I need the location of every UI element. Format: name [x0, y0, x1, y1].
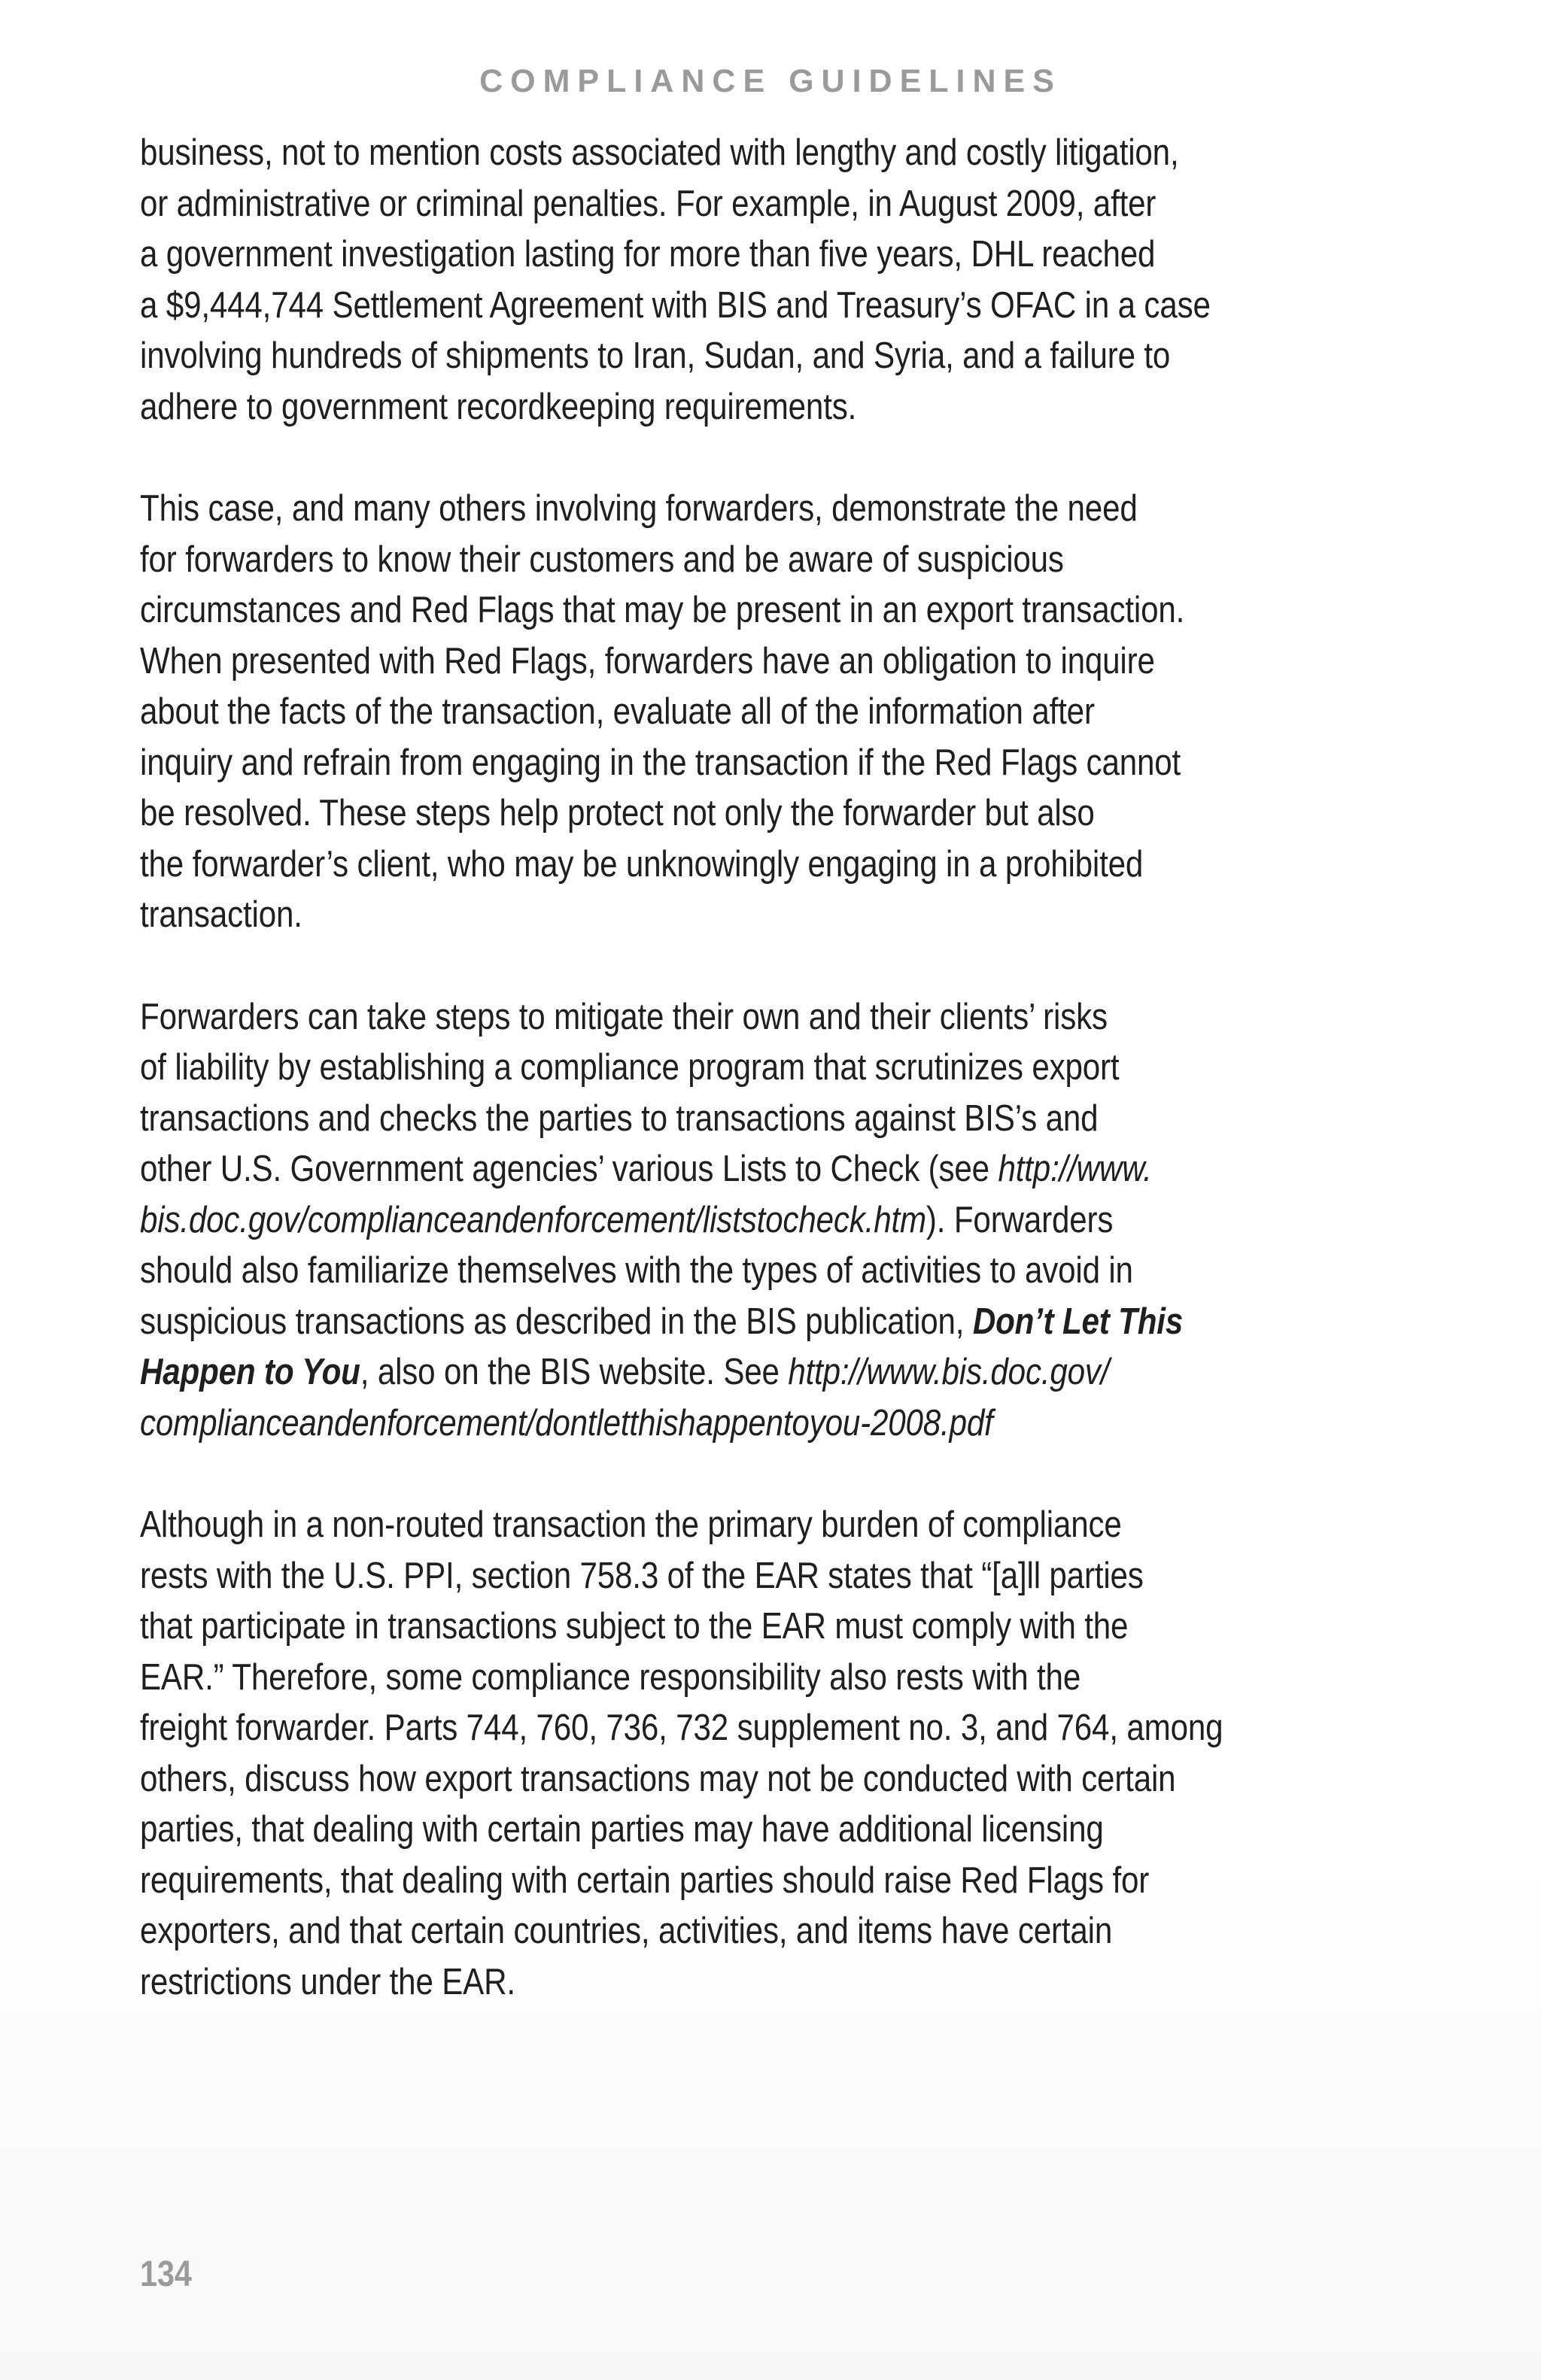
text-line: other U.S. Government agencies’ various Lists to Check (see http://www. — [140, 1149, 1152, 1189]
text-line: that participate in transactions subject to the EAR must comply with the — [140, 1606, 1129, 1647]
paragraph-3 — [140, 992, 1412, 1450]
url-dontlet-part1[interactable]: http://www.bis.doc.gov/ — [788, 1352, 1110, 1392]
page-number: 134 — [140, 2254, 192, 2294]
url-liststocheck-part2[interactable]: bis.doc.gov/complianceandenforcement/liststocheck.htm — [140, 1199, 926, 1240]
text-line: Although in a non-routed transaction the primary burden of compliance — [140, 1504, 1122, 1545]
text-line: exporters, and that certain countries, activities, and items have certain — [140, 1911, 1113, 1951]
text-line: suspicious transactions as described in the BIS publication, Don’t Let This — [140, 1301, 1184, 1342]
body-text — [140, 128, 1412, 2059]
text-line: others, discuss how export transactions may not be conducted with certain — [140, 1758, 1176, 1799]
text-line: rests with the U.S. PPI, section 758.3 of the EAR states that “[a]ll parties — [140, 1555, 1144, 1596]
text-line: freight forwarder. Parts 744, 760, 736, 732 supplement no. 3, and 764, among — [140, 1708, 1223, 1748]
text-line: about the facts of the transaction, evaluate all of the information after — [140, 691, 1095, 732]
text-line: This case, and many others involving forwarders, demonstrate the need — [140, 488, 1138, 529]
paragraph-4 — [140, 1500, 1412, 2008]
text-line: parties, that dealing with certain parties may have additional licensing — [140, 1809, 1104, 1850]
paragraph-2 — [140, 484, 1412, 941]
text-line: a government investigation lasting for more than five years, DHL reached — [140, 234, 1156, 275]
text-line: restrictions under the EAR. — [140, 1961, 515, 2002]
text-line: EAR.” Therefore, some compliance responsibility also rests with the — [140, 1656, 1081, 1698]
publication-title-part2: Happen to You — [140, 1352, 360, 1392]
url-liststocheck-part1[interactable]: http://www. — [998, 1149, 1152, 1189]
url-dontlet-part2[interactable]: complianceandenforcement/dontletthishappentoyou-2008.pdf — [140, 1402, 993, 1443]
text-line: circumstances and Red Flags that may be present in an export transaction. — [140, 590, 1185, 630]
text-line: for forwarders to know their customers and be aware of suspicious — [140, 539, 1064, 580]
text-line — [140, 1398, 1233, 1450]
text-line: requirements, that dealing with certain parties should raise Red Flags for — [140, 1859, 1150, 1901]
text-line: of liability by establishing a compliance program that scrutinizes export — [140, 1047, 1120, 1088]
text-line: should also familiarize themselves with the types of activities to avoid in — [140, 1250, 1133, 1291]
text-line: or administrative or criminal penalties. For example, in August 2009, after — [140, 183, 1157, 224]
text-line: bis.doc.gov/complianceandenforcement/liststocheck.htm). Forwarders — [140, 1199, 1114, 1240]
text-line: be resolved. These steps help protect not only the forwarder but also — [140, 793, 1095, 833]
publication-title-part1: Don’t Let This — [972, 1301, 1184, 1342]
paragraph-1 — [140, 128, 1412, 433]
text-line: transaction. — [140, 894, 302, 935]
text-line: When presented with Red Flags, forwarders have an obligation to inquire — [140, 640, 1155, 682]
text-line: adhere to government recordkeeping requirements. — [140, 386, 857, 427]
text-line: the forwarder’s client, who may be unknowingly engaging in a prohibited — [140, 843, 1144, 885]
text-line: Happen to You, also on the BIS website. See http://www.bis.doc.gov/ — [140, 1352, 1110, 1392]
text-line: inquiry and refrain from engaging in the transaction if the Red Flags cannot — [140, 742, 1181, 783]
text-line: transactions and checks the parties to transactions against BIS’s and — [140, 1097, 1099, 1139]
running-header: COMPLIANCE GUIDELINES — [479, 63, 1062, 99]
text-line: business, not to mention costs associated with lengthy and costly litigation, — [140, 132, 1179, 173]
text-line: Forwarders can take steps to mitigate their own and their clients’ risks — [140, 996, 1108, 1037]
text-line: involving hundreds of shipments to Iran, Sudan, and Syria, and a failure to — [140, 335, 1171, 376]
text-line: a $9,444,744 Settlement Agreement with BIS and Treasury’s OFAC in a case — [140, 284, 1211, 326]
